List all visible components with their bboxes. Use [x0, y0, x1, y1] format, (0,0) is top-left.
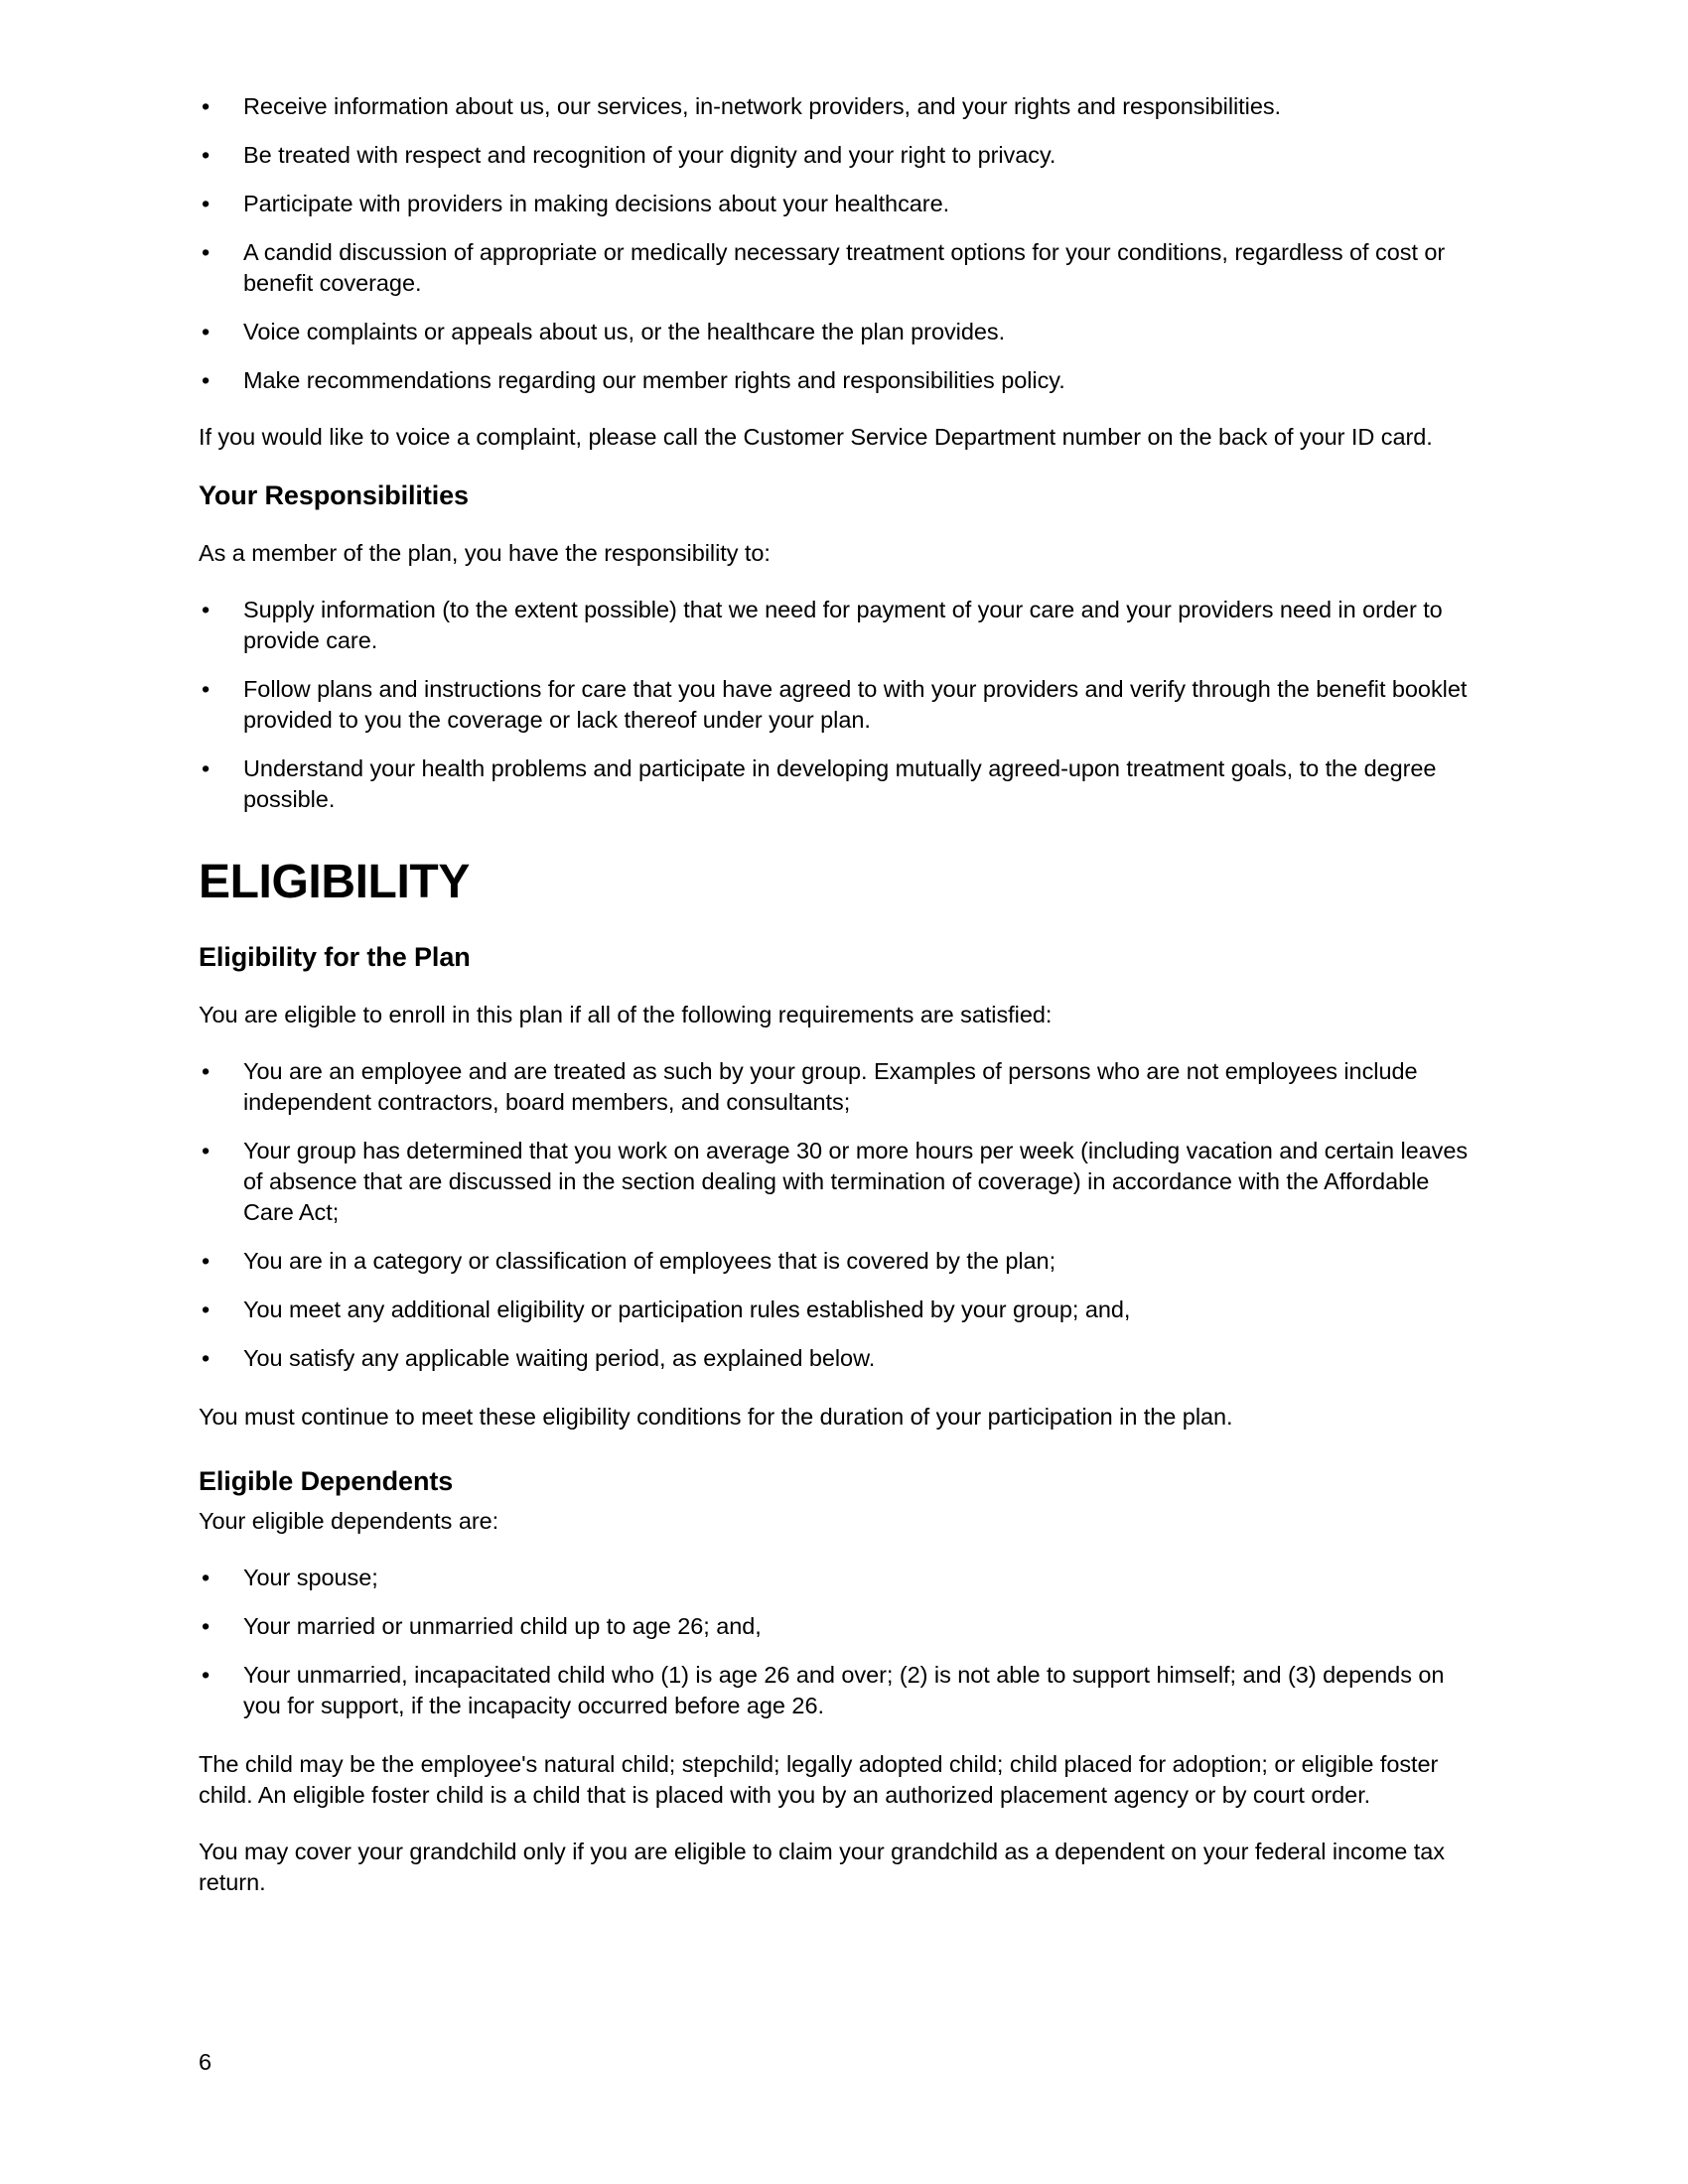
list-item [199, 595, 1481, 656]
page-content [199, 91, 1481, 1924]
grandchild-paragraph: You may cover your grandchild only if you are eligible to claim your grandchild as a dependent on your federal income tax return. [199, 1839, 1445, 1895]
eligibility-plan-closing: You must continue to meet these eligibility conditions for the duration of your participation in the plan. [199, 1404, 1233, 1430]
bullet-icon: • [202, 1297, 211, 1322]
list-item-text: Voice complaints or appeals about us, or the healthcare the plan provides. [243, 319, 1006, 344]
list-item-text: Your married or unmarried child up to age 26; and, [243, 1613, 762, 1639]
eligible-dependents-heading: Eligible Dependents [199, 1466, 454, 1496]
list-item-text: Your spouse; [243, 1565, 378, 1590]
list-item [199, 1136, 1481, 1228]
responsibilities-list [199, 595, 1481, 815]
list-item [199, 91, 1481, 122]
list-item-text: Make recommendations regarding our member rights and responsibilities policy. [243, 367, 1065, 393]
list-item-text: Your unmarried, incapacitated child who (1) is age 26 and over; (2) is not able to support himself; and (3) depends on you for support, if the incapacity occurred before age 26. [243, 1662, 1445, 1718]
list-item [199, 1056, 1481, 1118]
list-item-text: A candid discussion of appropriate or medically necessary treatment options for your conditions, regardless of cost or benefit coverage. [243, 239, 1446, 296]
list-item [199, 1660, 1481, 1721]
eligibility-for-the-plan-heading: Eligibility for the Plan [199, 942, 471, 972]
list-item [199, 189, 1481, 219]
bullet-icon: • [202, 1662, 211, 1688]
member-rights-list [199, 91, 1481, 396]
bullet-icon: • [202, 1345, 211, 1371]
bullet-icon: • [202, 676, 211, 702]
list-item [199, 674, 1481, 736]
bullet-icon: • [202, 755, 211, 781]
list-item [199, 753, 1481, 815]
child-definition-paragraph: The child may be the employee's natural child; stepchild; legally adopted child; child placed for adoption; or eligible foster child. An eligible foster child is a child that is placed with you by an authorized placement agency or by court order. [199, 1751, 1439, 1808]
list-item-text: You are in a category or classification of employees that is covered by the plan; [243, 1248, 1056, 1274]
list-item-text: Participate with providers in making decisions about your healthcare. [243, 191, 950, 216]
list-item [199, 1611, 1481, 1642]
eligible-dependents-intro: Your eligible dependents are: [199, 1508, 499, 1534]
bullet-icon: • [202, 1248, 211, 1274]
list-item [199, 1343, 1481, 1374]
bullet-icon: • [202, 1565, 211, 1590]
eligibility-requirements-list [199, 1056, 1481, 1374]
list-item-text: Understand your health problems and participate in developing mutually agreed-upon treatment goals, to the degree possible. [243, 755, 1437, 812]
responsibilities-intro: As a member of the plan, you have the responsibility to: [199, 540, 771, 566]
your-responsibilities-heading: Your Responsibilities [199, 480, 469, 510]
bullet-icon: • [202, 367, 211, 393]
complaint-paragraph: If you would like to voice a complaint, please call the Customer Service Department number on the back of your ID card. [199, 424, 1433, 450]
list-item-text: Your group has determined that you work on average 30 or more hours per week (including vacation and certain leaves of absence that are discussed in the section dealing with termination of coverage) in accordance with the Affordable Care Act; [243, 1138, 1469, 1225]
list-item [199, 317, 1481, 347]
list-item [199, 365, 1481, 396]
eligibility-section-heading: ELIGIBILITY [199, 856, 470, 908]
eligible-dependents-list [199, 1563, 1481, 1721]
bullet-icon: • [202, 319, 211, 344]
list-item-text: You are an employee and are treated as such by your group. Examples of persons who are not employees include independent contractors, board members, and consultants; [243, 1058, 1418, 1115]
list-item-text: Supply information (to the extent possible) that we need for payment of your care and your providers need in order to provide care. [243, 597, 1443, 653]
bullet-icon: • [202, 93, 211, 119]
bullet-icon: • [202, 239, 211, 265]
list-item-text: Be treated with respect and recognition of your dignity and your right to privacy. [243, 142, 1056, 168]
list-item [199, 237, 1481, 299]
page-number: 6 [199, 2049, 212, 2075]
bullet-icon: • [202, 1613, 211, 1639]
list-item [199, 1246, 1481, 1277]
bullet-icon: • [202, 142, 211, 168]
list-item-text: Receive information about us, our services, in-network providers, and your rights and responsibilities. [243, 93, 1282, 119]
list-item [199, 140, 1481, 171]
eligibility-plan-intro: You are eligible to enroll in this plan if all of the following requirements are satisfied: [199, 1002, 1053, 1027]
bullet-icon: • [202, 597, 211, 622]
bullet-icon: • [202, 191, 211, 216]
list-item [199, 1563, 1481, 1593]
bullet-icon: • [202, 1138, 211, 1163]
list-item-text: Follow plans and instructions for care that you have agreed to with your providers and verify through the benefit booklet provided to you the coverage or lack thereof under your plan. [243, 676, 1468, 733]
list-item-text: You meet any additional eligibility or participation rules established by your group; and, [243, 1297, 1131, 1322]
bullet-icon: • [202, 1058, 211, 1084]
list-item-text: You satisfy any applicable waiting period, as explained below. [243, 1345, 876, 1371]
list-item [199, 1295, 1481, 1325]
